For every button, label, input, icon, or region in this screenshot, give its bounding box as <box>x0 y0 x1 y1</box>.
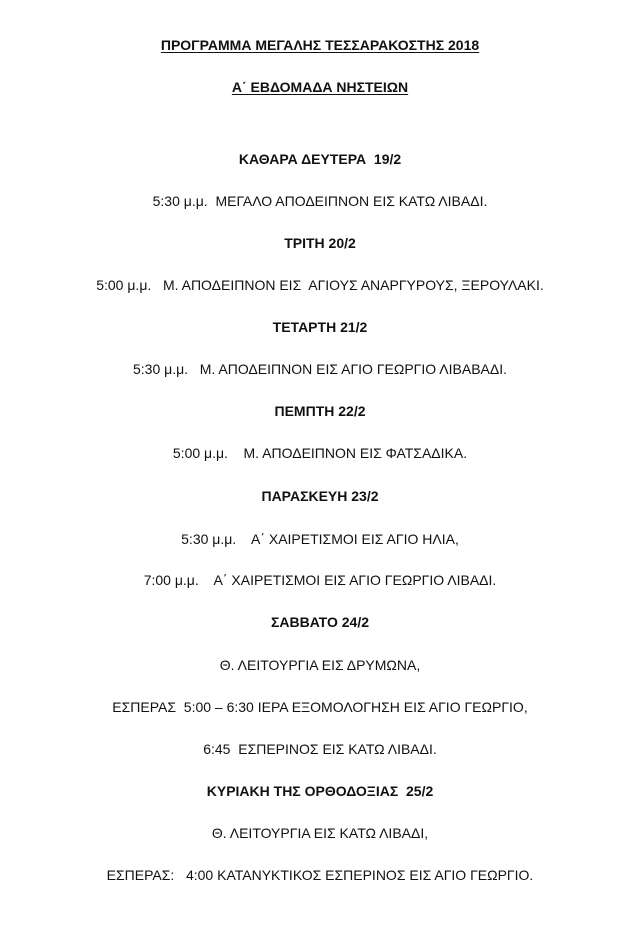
document-subtitle: Α΄ ΕΒΔΟΜΑΔΑ ΝΗΣΤΕΙΩΝ <box>231 79 409 95</box>
schedule-entry: Θ. ΛΕΙΤΟΥΡΓΙΑ ΕΙΣ ΚΑΤΩ ΛΙΒΑΔΙ, <box>211 825 429 841</box>
day-heading-tuesday: ΤΡΙΤΗ 20/2 <box>284 235 356 251</box>
document-title: ΠΡΟΓΡΑΜΜΑ ΜΕΓΑΛΗΣ ΤΕΣΣΑΡΑΚΟΣΤΗΣ 2018 <box>160 37 480 53</box>
day-heading-saturday: ΣΑΒΒΑΤΟ 24/2 <box>270 614 369 630</box>
schedule-entry: 5:00 μ.μ. Μ. ΑΠΟΔΕΙΠΝΟΝ ΕΙΣ ΦΑΤΣΑΔΙΚΑ. <box>172 445 468 461</box>
day-heading-wednesday: ΤΕΤΑΡΤΗ 21/2 <box>272 319 368 335</box>
schedule-entry: 5:30 μ.μ. Α΄ ΧΑΙΡΕΤΙΣΜΟΙ ΕΙΣ ΑΓΙΟ ΗΛΙΑ, <box>181 531 459 547</box>
schedule-entry: 7:00 μ.μ. Α΄ ΧΑΙΡΕΤΙΣΜΟΙ ΕΙΣ ΑΓΙΟ ΓΕΩΡΓΙΟ ΛΙΒΑΔΙ. <box>143 572 497 588</box>
schedule-entry: ΕΣΠΕΡΑΣ: 4:00 ΚΑΤΑΝΥΚΤΙΚΟΣ ΕΣΠΕΡΙΝΟΣ ΕΙΣ ΑΓΙΟ ΓΕΩΡΓΙΟ. <box>106 867 534 883</box>
day-heading-sunday: ΚΥΡΙΑΚΗ ΤΗΣ ΟΡΘΟΔΟΞΙΑΣ 25/2 <box>206 783 434 799</box>
day-heading-thursday: ΠΕΜΠΤΗ 22/2 <box>274 403 366 419</box>
schedule-entry: 5:30 μ.μ. Μ. ΑΠΟΔΕΙΠΝΟΝ ΕΙΣ ΑΓΙΟ ΓΕΩΡΓΙΟ ΛΙΒΑΒΑΔΙ. <box>132 361 508 377</box>
schedule-entry: 5:30 μ.μ. ΜΕΓΑΛΟ ΑΠΟΔΕΙΠΝΟΝ ΕΙΣ ΚΑΤΩ ΛΙΒΑΔΙ. <box>152 193 488 209</box>
day-heading-monday: ΚΑΘΑΡΑ ΔΕΥΤΕΡΑ 19/2 <box>238 151 402 167</box>
schedule-entry: 6:45 ΕΣΠΕΡΙΝΟΣ ΕΙΣ ΚΑΤΩ ΛΙΒΑΔΙ. <box>203 741 437 757</box>
schedule-entry: ΕΣΠΕΡΑΣ 5:00 – 6:30 ΙΕΡΑ ΕΞΟΜΟΛΟΓΗΣΗ ΕΙΣ ΑΓΙΟ ΓΕΩΡΓΙΟ, <box>112 699 528 715</box>
schedule-entry: Θ. ΛΕΙΤΟΥΡΓΙΑ ΕΙΣ ΔΡΥΜΩΝΑ, <box>219 657 421 673</box>
day-heading-friday: ΠΑΡΑΣΚΕΥΗ 23/2 <box>261 488 379 504</box>
schedule-entry: 5:00 μ.μ. Μ. ΑΠΟΔΕΙΠΝΟΝ ΕΙΣ ΑΓΙΟΥΣ ΑΝΑΡΓΥΡΟΥΣ, ΞΕΡΟΥΛΑΚΙ. <box>96 277 544 293</box>
